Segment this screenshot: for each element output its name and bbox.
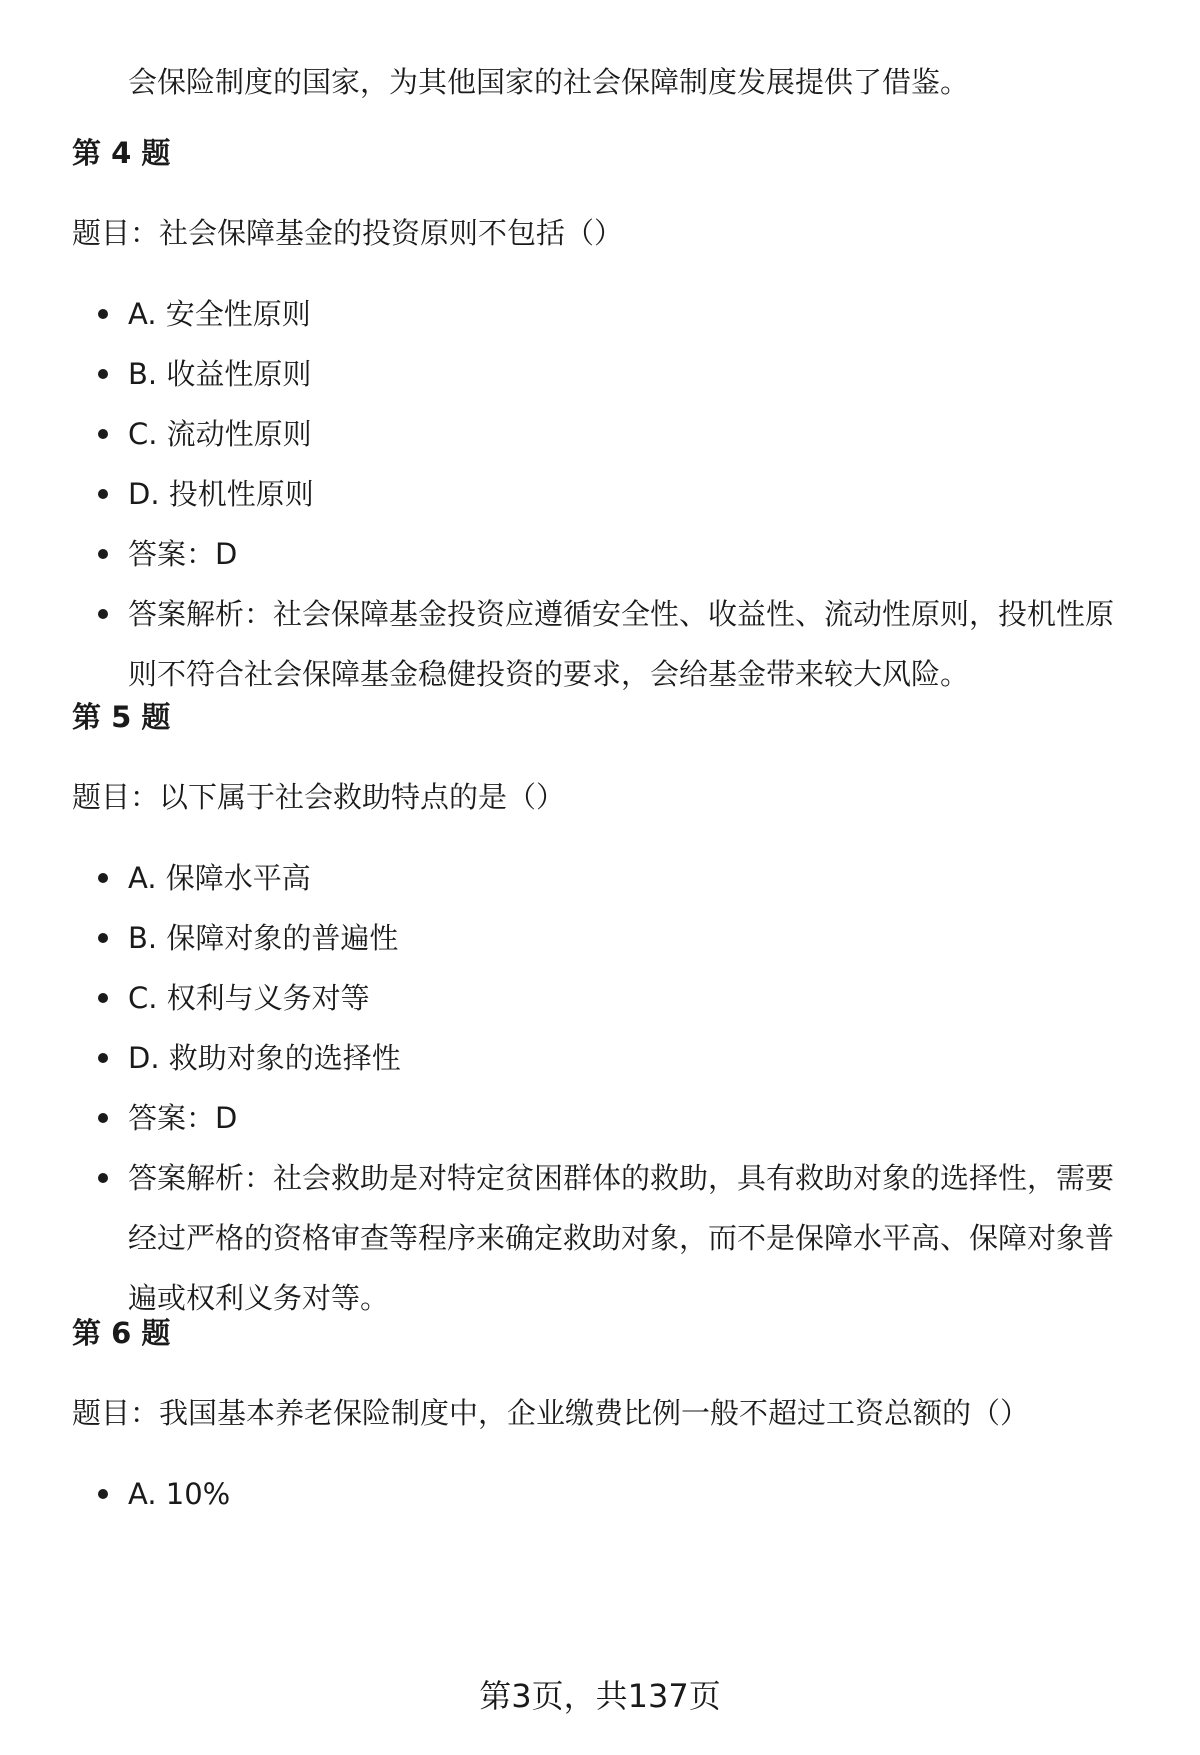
question-5-options	[0, 848, 1200, 1328]
question-6-text: 题目：我国基本养老保险制度中，企业缴费比例一般不超过工资总额的（）	[72, 1396, 1030, 1430]
bullet-icon	[98, 489, 108, 499]
bullet-icon	[98, 1113, 108, 1123]
option-label: C. 权利与义务对等	[128, 981, 370, 1015]
answer	[0, 1088, 1138, 1148]
option-b	[0, 908, 1138, 968]
question-4-text: 题目：社会保障基金的投资原则不包括（）	[72, 216, 624, 250]
bullet-icon	[98, 309, 108, 319]
question-4-options	[0, 284, 1200, 704]
option-a	[0, 848, 1138, 908]
bullet-icon	[98, 549, 108, 559]
option-d	[0, 1028, 1138, 1088]
explanation-text: 答案解析：社会救助是对特定贫困群体的救助，具有救助对象的选择性，需要经过严格的资格审查等程序来确定救助对象，而不是保障水平高、保障对象普遍或权利义务对等。	[128, 1161, 1115, 1315]
option-label: A. 10%	[128, 1477, 231, 1511]
question-5-heading: 第 5 题	[72, 700, 171, 734]
option-label: B. 收益性原则	[128, 357, 312, 391]
question-4-heading: 第 4 题	[72, 136, 171, 170]
option-b	[0, 344, 1138, 404]
bullet-icon	[98, 1053, 108, 1063]
answer-label: 答案：D	[128, 1101, 238, 1135]
bullet-icon	[98, 1489, 108, 1499]
answer-explanation	[0, 584, 1138, 704]
bullet-icon	[98, 933, 108, 943]
answer	[0, 524, 1138, 584]
bullet-icon	[98, 1173, 108, 1183]
answer-label: 答案：D	[128, 537, 238, 571]
option-label: A. 保障水平高	[128, 861, 311, 895]
bullet-icon	[98, 993, 108, 1003]
option-label: A. 安全性原则	[128, 297, 311, 331]
question-5-text: 题目：以下属于社会救助特点的是（）	[72, 780, 566, 814]
explanation-text: 答案解析：社会保障基金投资应遵循安全性、收益性、流动性原则，投机性原则不符合社会保障基金稳健投资的要求，会给基金带来较大风险。	[128, 597, 1115, 691]
option-a	[0, 1464, 1138, 1524]
option-label: B. 保障对象的普遍性	[128, 921, 399, 955]
option-d	[0, 464, 1138, 524]
bullet-icon	[98, 429, 108, 439]
option-label: D. 投机性原则	[128, 477, 314, 511]
option-label: C. 流动性原则	[128, 417, 312, 451]
option-label: D. 救助对象的选择性	[128, 1041, 401, 1075]
question-6-heading: 第 6 题	[72, 1316, 171, 1350]
bullet-icon	[98, 609, 108, 619]
option-c	[0, 968, 1138, 1028]
bullet-icon	[98, 369, 108, 379]
bullet-icon	[98, 873, 108, 883]
option-c	[0, 404, 1138, 464]
answer-explanation	[0, 1148, 1138, 1328]
page-number-footer: 第3页，共137页	[479, 1677, 721, 1715]
question-6-options	[0, 1464, 1200, 1524]
intro-tail-text: 会保险制度的国家，为其他国家的社会保障制度发展提供了借鉴。	[128, 65, 970, 99]
option-a	[0, 284, 1138, 344]
